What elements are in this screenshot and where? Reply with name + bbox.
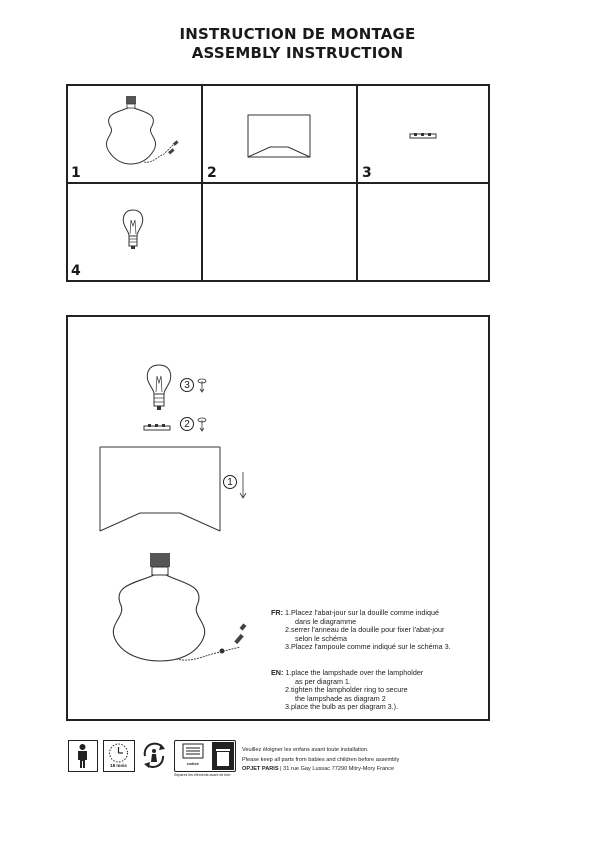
ring-step-icon xyxy=(142,421,174,433)
down-arrow-icon xyxy=(239,471,247,499)
rotate-arrow-icon xyxy=(197,416,207,432)
company-address: | 31 rue Gay Lussac 77290 Mitry-Mory France xyxy=(280,766,395,772)
bulb-icon xyxy=(120,208,146,254)
fr-line-2: dans le diagramme xyxy=(295,616,357,626)
lampshade-icon xyxy=(246,111,316,161)
part-number-2: 2 xyxy=(207,165,217,181)
parts-grid xyxy=(66,84,490,282)
age-warning-icon xyxy=(103,740,135,772)
french-instructions xyxy=(271,609,451,652)
part-number-3: 3 xyxy=(362,165,372,181)
company-name: OPJET PARIS xyxy=(242,766,279,772)
title-french: INSTRUCTION DE MONTAGE xyxy=(179,25,416,43)
lamp-base-icon xyxy=(100,94,190,174)
en-label: EN: xyxy=(271,668,284,677)
step-badge-2: 2 xyxy=(180,417,194,431)
fr-label: FR: xyxy=(271,608,283,617)
en-line-5: 3.place the bulb as per diagram 3.). xyxy=(285,702,399,712)
step-badge-1: 1 xyxy=(223,475,237,489)
lamp-base-assembly-icon xyxy=(106,551,266,691)
recycle-person-icon xyxy=(139,740,170,772)
warning-french: Veuillez éloigner les enfans avant toute installation. xyxy=(242,747,369,753)
triman-recycling-icon xyxy=(174,740,236,772)
recycle-caption: Séparez les éléments avant de trier xyxy=(174,773,231,777)
en-line-3: 2.tighten the lampholder ring to secure xyxy=(285,685,408,695)
fr-line-4: selon le schéma xyxy=(295,633,347,643)
fr-line-1: 1.Placez l'abat-jour sur la douille comme indiqué xyxy=(284,608,439,617)
lampshade-step-icon xyxy=(96,443,224,535)
en-line-2: as per diagram 1. xyxy=(295,676,351,686)
footer-warnings xyxy=(242,746,399,775)
adult-only-icon xyxy=(68,740,98,772)
bulb-step-icon xyxy=(144,363,174,415)
part-number-4: 4 xyxy=(71,263,81,279)
part-number-1: 1 xyxy=(71,165,81,181)
assembly-diagram-box xyxy=(66,315,490,721)
title-english: ASSEMBLY INSTRUCTION xyxy=(191,44,404,62)
age-label: 18 mois xyxy=(110,763,127,768)
en-line-1: 1.place the lampshade over the lampholder xyxy=(285,668,424,677)
rotate-arrow-icon xyxy=(197,377,207,393)
english-instructions xyxy=(271,669,423,712)
warning-english: Please keep all parts from babies and children before assembly xyxy=(242,756,400,763)
lampholder-ring-icon xyxy=(408,130,440,142)
step-badge-3: 3 xyxy=(180,378,194,392)
notice-label: notice xyxy=(187,761,199,766)
fr-line-3: 2.serrer l'anneau de la douille pour fixer l'abat-jour xyxy=(285,625,445,635)
en-line-4: the lampshade as diagram 2 xyxy=(295,693,386,703)
fr-line-5: 3.Placez l'ampoule comme indiqué sur le schéma 3. xyxy=(285,642,451,652)
